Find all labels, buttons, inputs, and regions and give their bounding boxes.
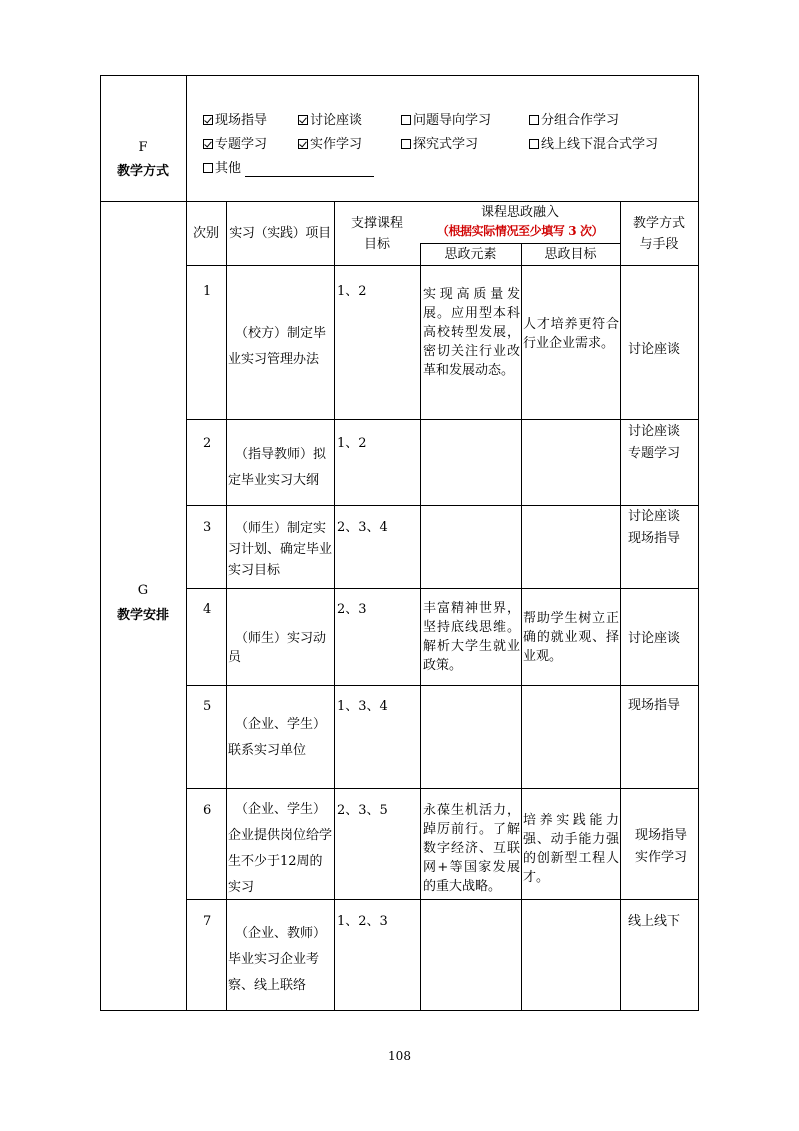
- option-group-cooperation[interactable]: 分组合作学习: [529, 112, 619, 130]
- table-row-no: 6: [203, 803, 212, 818]
- table-row-project: （校方）制定毕业实习管理办法: [228, 326, 327, 367]
- table-row-support: 1、2: [337, 284, 367, 299]
- checkbox-checked-icon: [203, 139, 213, 149]
- table-row-project: （师生）制定实习计划、确定毕业实习目标: [228, 521, 333, 578]
- option-other[interactable]: 其他: [203, 160, 241, 178]
- table-row-no: 4: [203, 602, 212, 617]
- section-f-title: 教学方式: [116, 164, 169, 179]
- checkbox-icon: [401, 115, 411, 125]
- section-g-title: 教学安排: [116, 608, 169, 623]
- table-row-goal: 人才培养更符合行业企业需求。: [523, 317, 619, 351]
- table-row-no: 7: [203, 914, 212, 929]
- option-discussion[interactable]: 讨论座谈: [298, 112, 362, 130]
- other-blank-line: [245, 176, 374, 177]
- header-method: 教学方式: [632, 216, 685, 231]
- table-row-goal: 帮助学生树立正确的就业观、择业观。: [523, 611, 619, 664]
- checkbox-icon: [401, 139, 411, 149]
- header-ideology-note: （根据实际情况至少填写 3 次）: [436, 224, 604, 238]
- checkbox-checked-icon: [298, 115, 308, 125]
- table-row-project: （企业、学生）联系实习单位: [228, 717, 327, 758]
- checkbox-checked-icon: [298, 139, 308, 149]
- option-blended[interactable]: 线上线下混合式学习: [529, 136, 658, 154]
- table-row-no: 2: [203, 436, 212, 451]
- section-g-code: G: [137, 583, 149, 598]
- table-row-element: 实现高质量发展。应用型本科高校转型发展，密切关注行业改革和发展动态。: [423, 287, 520, 378]
- checkbox-icon: [203, 163, 213, 173]
- header-element: 思政元素: [444, 247, 497, 262]
- table-row-support: 1、2、3: [337, 914, 388, 929]
- table-row-project: （师生）实习动员: [228, 631, 327, 665]
- table-row-no: 5: [203, 699, 212, 714]
- table-row-support: 2、3: [337, 602, 367, 617]
- header-ideology: 课程思政融入: [480, 205, 559, 220]
- checkbox-checked-icon: [203, 115, 213, 125]
- option-topic-study[interactable]: 专题学习: [203, 136, 267, 154]
- option-problem-based[interactable]: 问题导向学习: [401, 112, 491, 130]
- table-row-support: 2、3、5: [337, 803, 388, 818]
- table-row-method: 讨论座谈 专题学习: [628, 424, 681, 461]
- table-row-no: 3: [203, 520, 212, 535]
- table-row-element: 永葆生机活力，踔厉前行。了解数字经济、互联网+等国家发展的重大战略。: [423, 803, 520, 894]
- option-field-guidance[interactable]: 现场指导: [203, 112, 267, 130]
- table-row-method: 线上线下: [628, 914, 681, 929]
- table-row-project: （企业、教师）毕业实习企业考察、线上联络: [228, 926, 327, 993]
- checkbox-icon: [529, 115, 539, 125]
- header-no: 次别: [192, 226, 219, 241]
- option-practical-study[interactable]: 实作学习: [298, 136, 362, 154]
- header-support: 支撑课程: [350, 216, 403, 231]
- table-row-support: 1、3、4: [337, 699, 388, 714]
- header-project: 实习（实践）项目: [229, 226, 331, 241]
- table-row-no: 1: [203, 284, 212, 299]
- table-row-project: （指导教师）拟定毕业实习大纲: [228, 447, 327, 488]
- header-goal: 思政目标: [544, 247, 597, 262]
- table-row-goal: 培养实践能力强、动手能力强的创新型工程人才。: [523, 813, 619, 885]
- checkbox-icon: [529, 139, 539, 149]
- table-row-method: 讨论座谈 现场指导: [628, 509, 681, 546]
- table-row-method: 讨论座谈: [628, 342, 681, 357]
- table-row-support: 1、2: [337, 436, 367, 451]
- table-row-method: 现场指导: [628, 698, 681, 713]
- option-inquiry[interactable]: 探究式学习: [401, 136, 478, 154]
- header-support-line2: 目标: [363, 237, 390, 252]
- section-f-code: F: [138, 140, 148, 155]
- table-row-support: 2、3、4: [337, 520, 388, 535]
- table-row-project: （企业、学生）企业提供岗位给学生不少于12周的实习: [228, 802, 333, 895]
- page-number: 108: [388, 1049, 411, 1063]
- table-row-method: 现场指导 实作学习: [634, 828, 687, 865]
- table-row-element: 丰富精神世界，坚持底线思维。解析大学生就业政策。: [423, 601, 520, 673]
- header-method-line2: 与手段: [639, 237, 679, 252]
- table-row-method: 讨论座谈: [628, 631, 681, 646]
